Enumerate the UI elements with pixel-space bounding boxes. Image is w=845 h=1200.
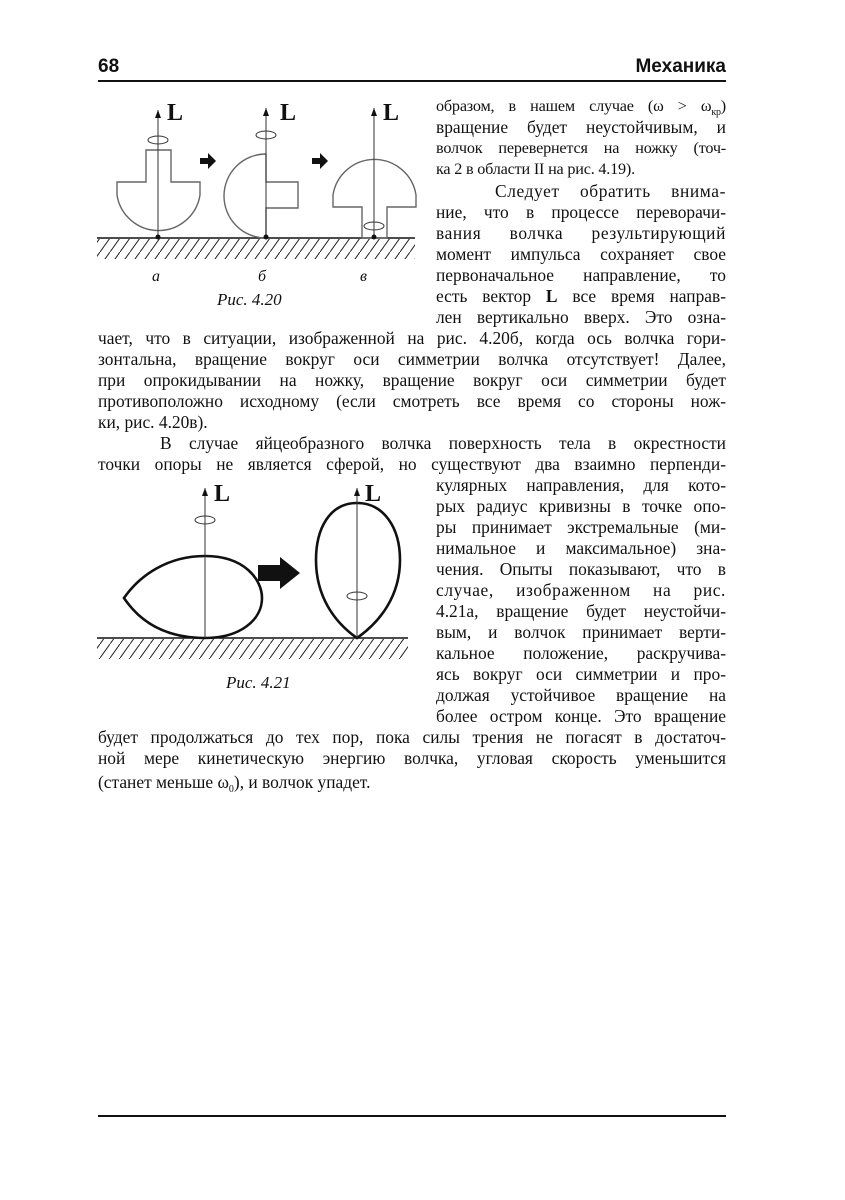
text-line: вания волчка результирующий	[436, 223, 726, 243]
text-line: должая устойчивое вращение на	[436, 685, 726, 705]
page-number: 68	[98, 56, 120, 77]
ground-4-20	[97, 238, 415, 259]
subfig-label-b: б	[258, 268, 267, 285]
text-line: есть вектор L все время направ-	[436, 286, 726, 306]
text-line: ние, что в процессе переворачи-	[436, 202, 726, 222]
top-b-shape	[224, 108, 298, 240]
text-line: В случае яйцеобразного волчка поверхность тела в окрестности	[160, 433, 726, 453]
text-line: лен вертикально вверх. Это озна-	[436, 307, 726, 327]
text-line: чает, что в ситуации, изображенной на рис. 4.20б, когда ось волчка гори-	[98, 328, 726, 348]
text-line: противоположно исходному (если смотреть все время со стороны нож-	[98, 391, 726, 411]
header-rule	[98, 80, 726, 82]
text-line: ка 2 в области II на рис. 4.19).	[436, 160, 635, 178]
text-line: 4.21а, вращение будет неустойчи-	[436, 601, 726, 621]
arrow-b-c	[312, 153, 328, 169]
text-line: нимальное и максимальное) зна-	[436, 538, 726, 558]
section-title: Механика	[635, 56, 726, 77]
text-line: зонтальна, вращение вокруг оси симметрии волчка отсутствует! Далее,	[98, 349, 726, 369]
text-line: ки, рис. 4.20в).	[98, 412, 208, 432]
text-line: (станет меньше $\omega_0$), и волчок упадет.	[98, 772, 371, 795]
text-line: образом, в нашем случае $(\omega > \omega_{кр})$	[436, 97, 726, 118]
top-a-shape	[117, 110, 200, 240]
vector-label-4-21-b: L	[365, 481, 382, 507]
vector-label-a: L	[167, 100, 184, 126]
footer-rule	[98, 1115, 726, 1117]
text-line: будет продолжаться до тех пор, пока силы трения не погасят в достаточ-	[98, 727, 726, 747]
text-line: вым, и волчок принимает верти-	[436, 622, 726, 642]
vector-label-b: L	[280, 100, 297, 126]
text-line: более остром конце. Это вращение	[436, 706, 726, 726]
text-line: вращение будет неустойчивым, и	[436, 117, 726, 137]
text-line: момент импульса сохраняет свое	[436, 244, 726, 264]
text-line: случае, изображенном на рис.	[436, 580, 726, 600]
egg-vertical-shape	[316, 488, 400, 638]
arrow-a-b	[200, 153, 216, 169]
text-line: Следует обратить внима-	[495, 181, 726, 201]
text-line: при опрокидывании на ножку, вращение вокруг оси симметрии будет	[98, 370, 726, 390]
figure-caption-4-20: Рис. 4.20	[217, 290, 282, 309]
vector-label-4-21-a: L	[214, 481, 231, 507]
text-line: ры принимает экстремальные (ми-	[436, 517, 726, 537]
text-line: ной мере кинетическую энергию волчка, угловая скорость уменьшится	[98, 748, 726, 768]
page-header	[98, 56, 726, 80]
subfig-label-a: а	[152, 268, 160, 285]
text-line: кальное положение, раскручива-	[436, 643, 726, 663]
text-line: рых радиус кривизны в точке опо-	[436, 496, 726, 516]
vector-label-c: L	[383, 100, 400, 126]
text-line: волчок перевернется на ножку (точ-	[436, 139, 726, 157]
arrow-4-21	[258, 557, 300, 589]
ground-4-21	[97, 638, 408, 659]
subfig-label-c: в	[360, 268, 367, 285]
text-line: первоначальное направление, то	[436, 265, 726, 285]
figure-caption-4-21: Рис. 4.21	[226, 673, 291, 692]
text-line: чения. Опыты показывают, что в	[436, 559, 726, 579]
text-line: ясь вокруг оси симметрии и про-	[436, 664, 726, 684]
top-c-shape	[333, 108, 416, 240]
text-line: точки опоры не является сферой, но существуют два взаимно перпенди-	[98, 454, 726, 474]
text-line: кулярных направления, для кото-	[436, 475, 726, 495]
egg-horizontal-shape	[124, 488, 262, 638]
